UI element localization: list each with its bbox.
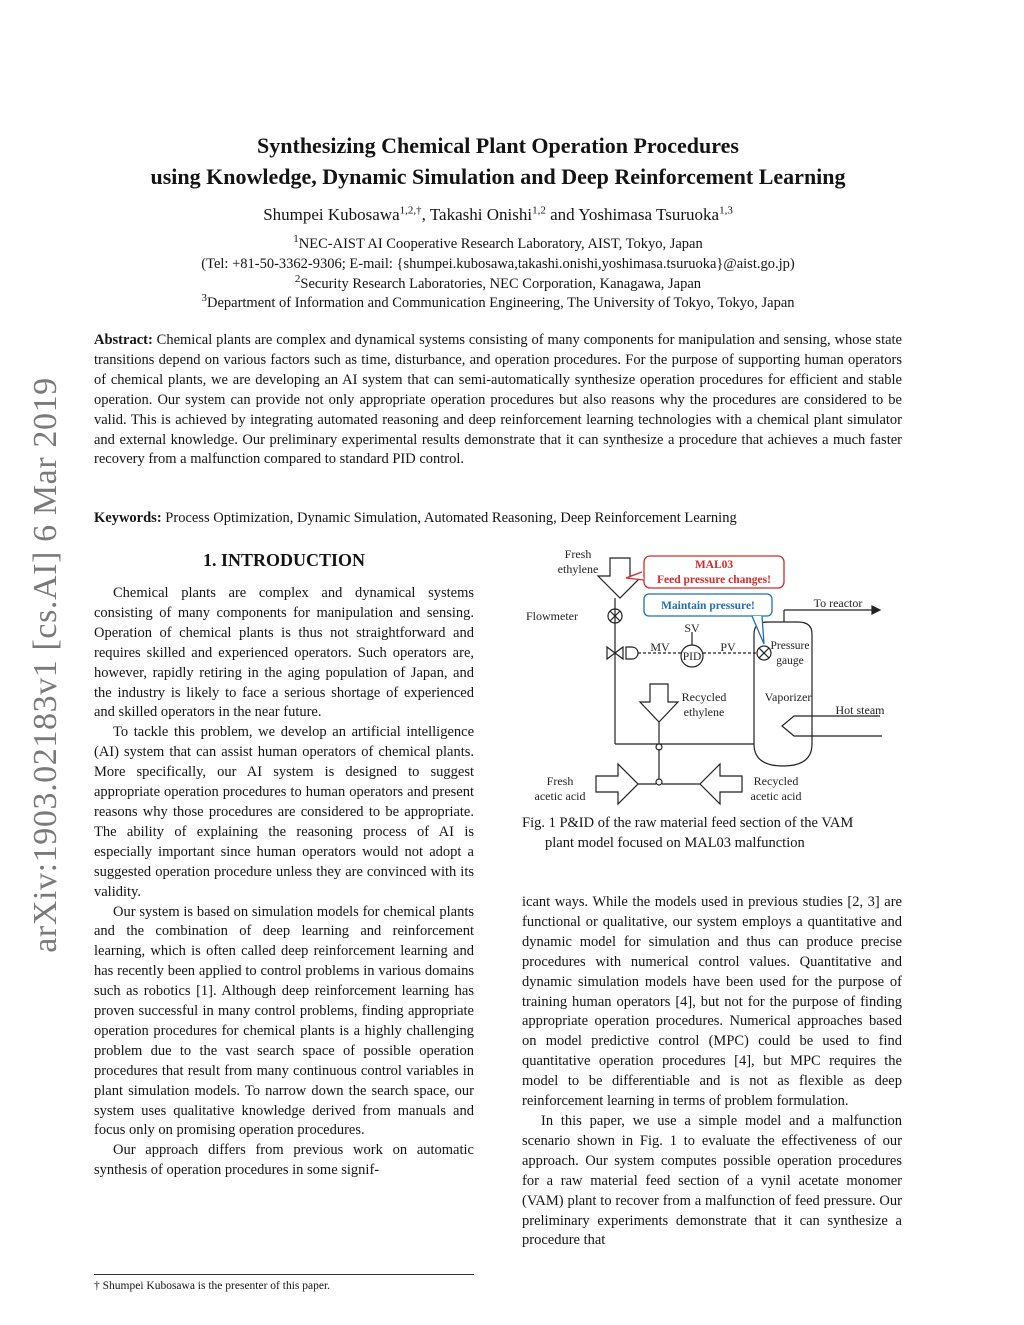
figure-1-pid-diagram [522, 544, 902, 812]
keywords-label: Keywords: [94, 510, 162, 526]
footnote: † Shumpei Kubosawa is the presenter of this paper. [94, 1280, 331, 1292]
figure-1-caption [522, 814, 902, 854]
arxiv-sidebar [22, 370, 70, 960]
author-separator: , [421, 205, 430, 224]
intro-paragraph-5: In this paper, we use a simple model and a malfunction scenario shown in Fig. 1 to evaluate the effectiveness of our approach. Our system computes possible operation procedures for a raw material feed section of a vynil acetate monomer (VAM) plant to recover from a malfunction of feed pressure. Our preliminary experiments demonstrate that it can synthesize a procedure that [522, 1112, 902, 1249]
hot-steam-coil [782, 716, 882, 736]
intro-paragraph-4-continued: icant ways. While the models used in previous studies [2, 3] are functional or qualitative, our system employs a quantitative and dynamic model for simulation and thus can produce precise procedures with numerical control values. Quantitative and dynamic simulation models have been used for the purpose of training human operators [4], but not for the purpose of finding appropriate operation procedures. Numerical approaches based on model predictive control (MPC) could be used to find quantitative operation procedures [4], but MPC requires the model to be differentiable and is not as flexible as deep reinforcement learning in terms of problem formulation. [522, 894, 902, 1110]
label-fresh-ethylene-1: Fresh [564, 547, 592, 561]
fresh-acetic-acid-arrow [596, 764, 638, 804]
contact-info: (Tel: +81-50-3362-9306; E-mail: {shumpei.kubosawa,takashi.onishi,yoshimasa.tsuruoka}@aist.go.jp) [201, 255, 795, 272]
caption-line-1: Fig. 1 P&ID of the raw material feed section of the VAM [522, 815, 854, 831]
author-list [94, 203, 902, 227]
author-1: Shumpei Kubosawa [263, 205, 400, 224]
abstract-text: Chemical plants are complex and dynamical systems consisting of many components for manipulation and sensing, whose state transitions depend on various factors such as time, disturbance, and operation procedures. For the purpose of supporting human operators of chemical plants, we are developing an AI system that can semi-automatically synthesize operation procedures for efficient and stable operation. Our system can provide not only appropriate operation procedures but also reasons why the procedures are considered to be valid. This is achieved by integrating automated reasoning and deep reinforcement learning technologies with a chemical plant simulator and external knowledge. Our preliminary experimental results demonstrate that it can synthesize a procedure that achieves a much faster recovery from a malfunction compared to standard PID control. [94, 332, 902, 468]
author-1-affil: 1,2,† [399, 204, 422, 217]
author-2-affil: 1,2 [532, 204, 546, 217]
label-fresh-acetic-1: Fresh [546, 774, 574, 788]
label-vaporizer: Vaporizer [764, 690, 812, 704]
label-pid: PID [682, 651, 702, 663]
label-fresh-ethylene-2: ethylene [557, 562, 599, 576]
affiliation-3-mark: 3 [201, 292, 207, 305]
label-recycled-ethylene-1: Recycled [681, 690, 727, 704]
keywords-text: Process Optimization, Dynamic Simulation, Automated Reasoning, Deep Reinforcement Learning [165, 510, 737, 526]
label-to-reactor: To reactor [813, 596, 863, 610]
label-flowmeter: Flowmeter [526, 609, 578, 623]
abstract [94, 331, 902, 470]
left-column [94, 548, 474, 1181]
label-fresh-acetic-2: acetic acid [534, 789, 586, 803]
title-line-1: Synthesizing Chemical Plant Operation Procedures [257, 133, 739, 158]
recycled-acetic-acid-arrow [700, 764, 742, 804]
label-recycled-ethylene-2: ethylene [683, 705, 725, 719]
section-heading-introduction: 1. INTRODUCTION [202, 550, 366, 570]
label-recycled-acetic-2: acetic acid [750, 789, 802, 803]
affiliation-1-text: NEC-AIST AI Cooperative Research Laboratory, AIST, Tokyo, Japan [298, 236, 703, 252]
recycled-ethylene-arrow [640, 684, 678, 722]
author-separator: and [545, 205, 579, 224]
title-line-2: using Knowledge, Dynamic Simulation and Deep Reinforcement Learning [150, 164, 846, 189]
intro-paragraph-3: Our system is based on simulation models for chemical plants and the combination of deep learning and reinforcement learning, which is often called deep reinforcement learning and has recently been applied to control problems in various domains such as robotics [1]. Although deep reinforcement learning has proven successful in many control problems, finding appropriate operation procedures for chemical plants is a highly challenging problem due to the vast search space of possible operation procedures that result from many continuous control variables in plant simulation models. To narrow down the search space, our system uses qualitative knowledge derived from manuals and focus only on promising operation procedures. [94, 903, 474, 1139]
paper-title [94, 130, 902, 192]
label-maintain-pressure: Maintain pressure! [661, 600, 755, 612]
footnote-rule [94, 1274, 474, 1275]
label-hot-steam: Hot steam [835, 703, 885, 717]
intro-paragraph-4: Our approach differs from previous work on automatic synthesis of operation procedures in some signif- [94, 1142, 474, 1179]
intro-paragraph-2: To tackle this problem, we develop an artificial intelligence (AI) system that can assist human operators of chemical plants. More specifically, our AI system is designed to suggest appropriate operation procedures to human operators and present reasons why those procedures are considered to be appropriate. The ability of explaining the reasoning process of AI is especially important since human operators would not adopt a suggested operation procedure unless they are convinced with its validity. [94, 724, 474, 900]
label-mal03: MAL03 [694, 559, 734, 571]
affiliation-3 [94, 294, 902, 314]
affiliation-1 [94, 235, 902, 255]
affiliation-2-text: Security Research Laboratories, NEC Corporation, Kanagawa, Japan [300, 275, 702, 292]
affiliation-2-mark: 2 [294, 272, 301, 285]
right-column [522, 893, 902, 1251]
arxiv-id: arXiv:1903.02183v1 [cs.AI] 6 Mar 2019 [27, 377, 65, 953]
caption-line-2: plant model focused on MAL03 malfunction [545, 834, 805, 851]
label-mv: MV [650, 640, 670, 654]
affiliation-2 [94, 272, 902, 295]
affiliation-3-text: Department of Information and Communication Engineering, The University of Tokyo, Tokyo, Japan [206, 295, 795, 312]
label-pv: PV [720, 640, 736, 654]
label-sv: SV [684, 621, 700, 635]
author-3: Yoshimasa Tsuruoka [578, 205, 720, 224]
affiliation-1-mark: 1 [293, 233, 299, 246]
keywords [94, 508, 902, 528]
label-recycled-acetic-1: Recycled [753, 774, 799, 788]
label-feed-pressure-changes: Feed pressure changes! [657, 574, 771, 586]
abstract-label: Abstract: [94, 332, 153, 348]
label-pressure-gauge-2: gauge [776, 655, 804, 667]
author-3-affil: 1,3 [719, 204, 733, 217]
intro-paragraph-1: Chemical plants are complex and dynamical systems consisting of many components for manipulation and sensing. Operation of chemical plants is thus not straightforward and requires skilled and experienced operators. Such operators are, however, rapidly retiring in the aging population of Japan, and the industry is likely to face a serious shortage of experienced and skilled operators in the near future. [94, 585, 474, 721]
label-pressure-gauge-1: Pressure [770, 640, 810, 652]
affiliations [94, 235, 902, 314]
author-2: Takashi Onishi [429, 205, 533, 224]
